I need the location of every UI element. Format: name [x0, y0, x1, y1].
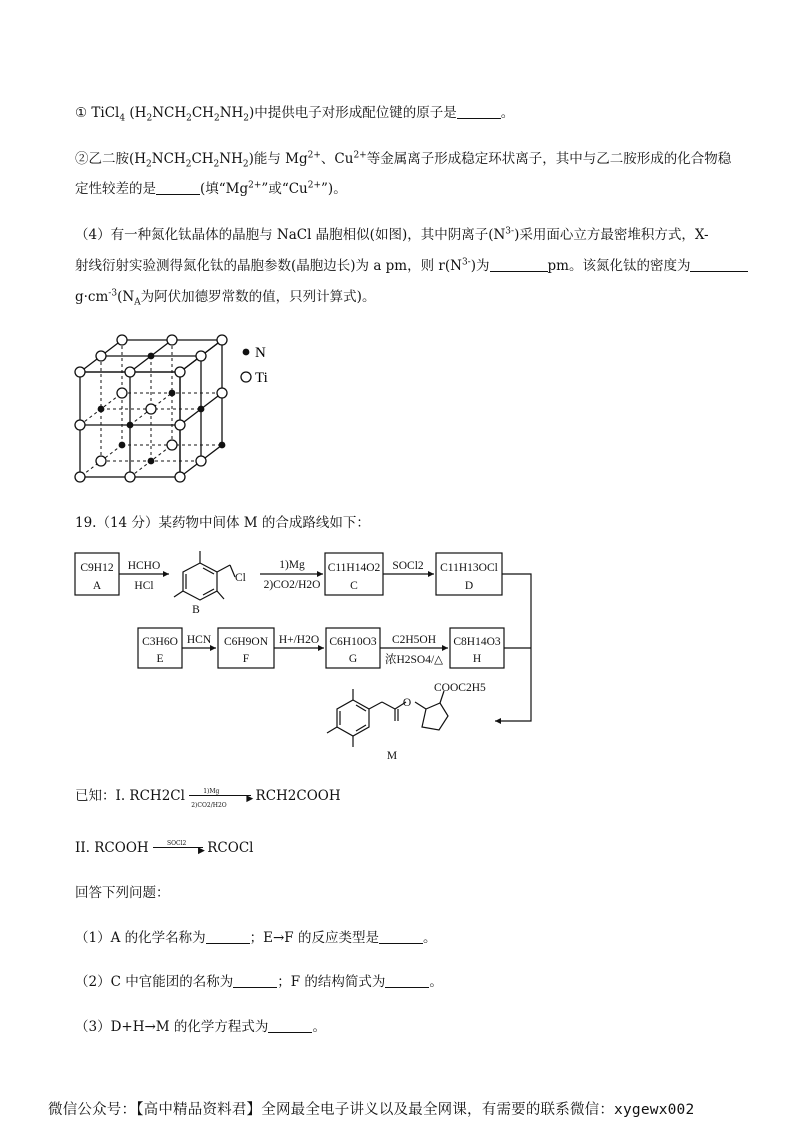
m-cyclopentane [422, 703, 448, 730]
answer-blank[interactable] [690, 258, 748, 272]
n-atom [198, 406, 205, 413]
ti-atom [167, 440, 177, 450]
footer-note: 微信公众号：【高中精品资料君】全网最全电子讲义以及最全网课，有需要的联系微信：xygewx002 [48, 1102, 695, 1118]
reagent-ab-top: HCHO [127, 560, 161, 572]
box-g-formula: C6H10O3 [329, 636, 377, 648]
known-1-arrow: ▶ 1)Mg 2)CO2/H2O [191, 788, 254, 809]
box-c-label: C [350, 580, 358, 592]
reagent-gh-top: C2H5OH [391, 634, 437, 646]
n-atom [119, 442, 126, 449]
ti-atom [146, 404, 156, 414]
q19-title: 19.（14 分）某药物中间体 M 的合成路线如下： [75, 515, 370, 531]
synthesis-route-diagram [70, 545, 550, 770]
b-ring [183, 563, 217, 600]
ti-atom [167, 335, 177, 345]
ti-atom [196, 351, 206, 361]
box-f-formula: C6H9ON [223, 636, 269, 648]
n-atom [169, 390, 176, 397]
known-2-arrow: ▶ SOCl2 [153, 840, 203, 854]
ti-atom [175, 367, 185, 377]
reagent-ab-bottom: HCl [134, 580, 154, 592]
q19-sub2: （2）C 中官能团的名称为 ；F 的结构简式为 。 [75, 974, 443, 990]
box-f-label: F [242, 653, 250, 665]
answer-blank[interactable] [156, 181, 200, 195]
answer-blank[interactable] [457, 105, 501, 119]
box-h-formula: C8H14O3 [453, 636, 501, 648]
m-label: M [386, 750, 398, 762]
box-a-label: A [92, 580, 102, 592]
n-atom [148, 353, 155, 360]
q18-part1-line: ① TiCl$_4$ $(H_2NCH_2CH_2NH_2)$中提供电子对形成配位键的原子是 。 [75, 105, 515, 124]
ti-atom [196, 456, 206, 466]
answer-blank[interactable] [385, 974, 429, 988]
q18-part4-line2: 射线衍射实验测得氮化钛的晶胞参数(晶胞边长)为 a pm，则 $r(N^{3-})$为 pm。该氮化钛的密度为 [75, 257, 748, 275]
answer-prompt: 回答下列问题： [75, 885, 170, 901]
answer-blank[interactable] [490, 258, 548, 272]
legend-n-dot [243, 349, 250, 356]
q19-sub1: （1）A 的化学名称为 ；E→F 的反应类型是 。 [75, 930, 437, 946]
q18-part4-line3: $g\cdot cm^{-3}(N_A$为阿伏加德罗常数的值，只列计算式)。 [75, 288, 376, 308]
box-d-formula: C11H13OCl [440, 562, 498, 574]
known-reaction-1: 已知：I. RCH2Cl ▶ 1)Mg 2)CO2/H2O RCH2COOH [75, 788, 341, 809]
b-cl-label: Cl [235, 572, 246, 584]
box-e-label: E [156, 653, 164, 665]
ti-atom [75, 472, 85, 482]
b-label: B [192, 604, 200, 616]
box-d-label: D [464, 580, 474, 592]
box-a-formula: C9H12 [80, 562, 114, 574]
ti-atom [125, 472, 135, 482]
ti-atom [217, 335, 227, 345]
q18-part2-line1: ②乙二胺$(H_2NCH_2CH_2NH_2)$能与 $Mg^{2+}$、$Cu^{2+}$等金属离子形成稳定环状离子，其中与乙二胺形成的化合物稳 [75, 150, 732, 170]
m-ring [337, 700, 369, 736]
ti-atom [175, 420, 185, 430]
m-ester-label: COOC2H5 [434, 682, 486, 694]
reagent-gh-bottom: 浓H2SO4/△ [384, 654, 444, 666]
crystal-cell-diagram [70, 330, 290, 490]
ti-atom [75, 367, 85, 377]
ti-atom [125, 367, 135, 377]
reagent-ef: HCN [186, 634, 212, 646]
box-h-label: H [472, 653, 482, 665]
ti-atom [117, 335, 127, 345]
answer-blank[interactable] [206, 930, 250, 944]
answer-blank[interactable] [233, 974, 277, 988]
box-e-formula: C3H6O [142, 636, 178, 648]
m-o-label: O [402, 697, 412, 709]
reagent-bc-top: 1)Mg [279, 559, 305, 571]
reagent-bc-bottom: 2)CO2/H2O [263, 579, 321, 591]
legend-n-label: N [255, 345, 266, 361]
ti-atom [217, 388, 227, 398]
answer-blank[interactable] [268, 1019, 312, 1033]
ti-atom [117, 388, 127, 398]
reagent-cd: SOCl2 [392, 560, 424, 572]
n-atom [219, 442, 226, 449]
known-reaction-2: II. RCOOH ▶ SOCl2 RCOCl [75, 840, 254, 856]
reagent-fg: H+/H2O [278, 634, 320, 646]
n-atom [98, 406, 105, 413]
box-c-formula: C11H14O2 [327, 562, 381, 574]
q19-sub3: （3）D+H→M 的化学方程式为 。 [75, 1019, 326, 1035]
box-g-label: G [348, 653, 358, 665]
n-atom [148, 458, 155, 465]
ti-atom [75, 420, 85, 430]
ti-atom [175, 472, 185, 482]
legend-ti-label: Ti [255, 370, 268, 386]
answer-blank[interactable] [379, 930, 423, 944]
q18-part2-line2: 定性较差的是 (填“$Mg^{2+}$”或“$Cu^{2+}$”)。 [75, 180, 347, 197]
n-atom [127, 422, 134, 429]
ti-atom [96, 351, 106, 361]
q18-part4-line1: （4）有一种氮化钛晶体的晶胞与 NaCl 晶胞相似(如图)，其中阴离子$(N^{3-})$采用面心立方最密堆积方式，X- [75, 226, 709, 243]
ti-atom [96, 456, 106, 466]
legend-ti-circle [241, 372, 251, 382]
